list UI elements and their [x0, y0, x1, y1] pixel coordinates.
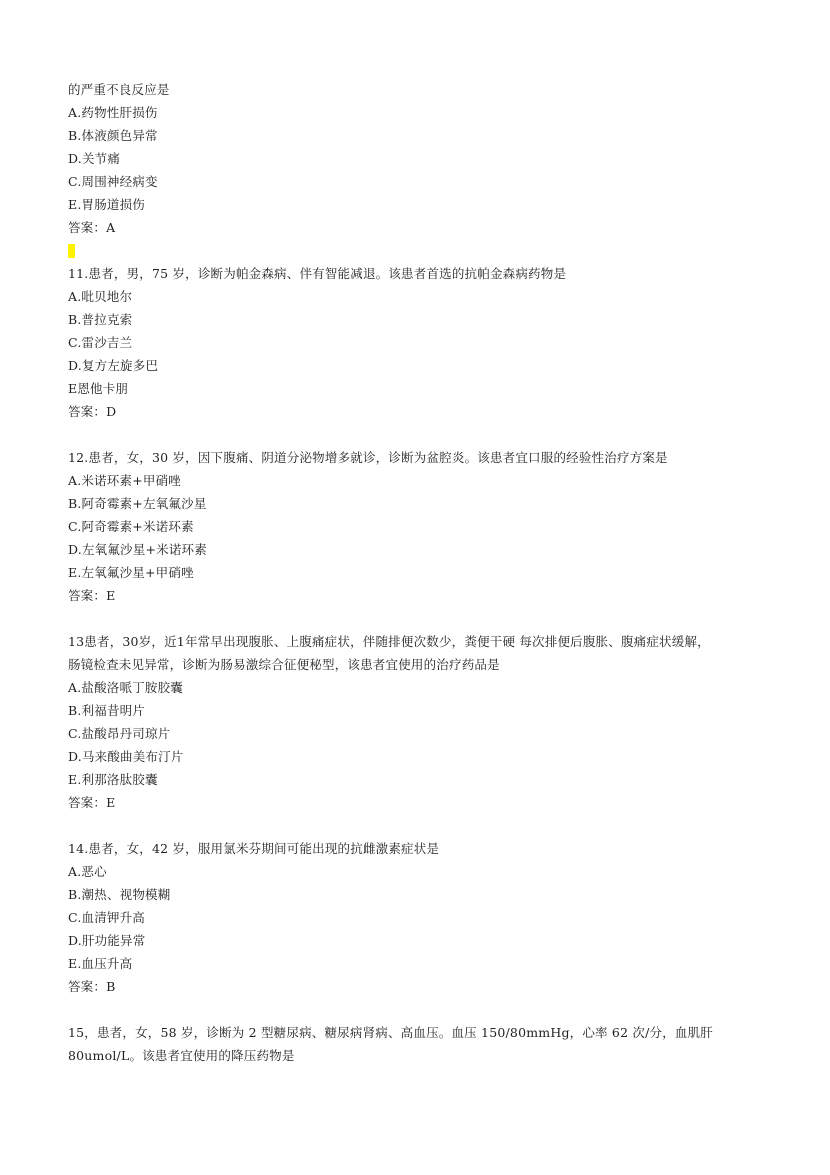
- option-a: A.米诺环素+甲硝唑: [68, 473, 181, 488]
- option-a: A.吡贝地尔: [68, 289, 133, 304]
- option-d: D.复方左旋多巴: [68, 358, 159, 373]
- option-c: C.盐酸昂丹司琼片: [68, 726, 171, 741]
- answer: 答案：E: [68, 795, 116, 810]
- option-e: E.血压升高: [68, 956, 133, 971]
- question-15-stem-line-1: 15，患者，女，58 岁，诊断为 2 型糖尿病、糖尿病肾病、高血压。血压 150/80mmHg，心率 62 次/分，血肌肝: [68, 1025, 714, 1040]
- option-c: C.阿奇霉素+米诺环素: [68, 519, 194, 534]
- option-e: E恩他卡朋: [68, 381, 129, 396]
- option-b: B.利福昔明片: [68, 703, 146, 718]
- spacer: [68, 607, 768, 630]
- question-12-stem: 12.患者，女，30 岁，因下腹痛、阴道分泌物增多就诊，诊断为盆腔炎。该患者宜口服的经验性治疗方案是: [68, 450, 668, 465]
- option-e: E.利那洛肽胶囊: [68, 772, 158, 787]
- option-b: B.普拉克索: [68, 312, 133, 327]
- option-a: A.盐酸洛哌丁胺胶囊: [68, 680, 184, 695]
- option-a: A.药物性肝损伤: [68, 105, 158, 120]
- highlight-marker-row: [68, 239, 768, 262]
- option-b: B.体液颜色异常: [68, 128, 158, 143]
- option-c: C.周围神经病变: [68, 174, 158, 189]
- option-d: D.肝功能异常: [68, 933, 146, 948]
- question-15-stem-line-2: 80umol/L。该患者宜使用的降压药物是: [68, 1048, 295, 1063]
- option-e: E.胃肠道损伤: [68, 197, 145, 212]
- spacer: [68, 423, 768, 446]
- option-e: E.左氧氟沙星+甲硝唑: [68, 565, 194, 580]
- option-d: D.关节痛: [68, 151, 121, 166]
- option-b: B.潮热、视物模糊: [68, 887, 171, 902]
- option-b: B.阿奇霉素+左氧氟沙星: [68, 496, 207, 511]
- document-page: [68, 78, 768, 1067]
- yellow-highlight-marker: [68, 244, 75, 258]
- answer: 答案：E: [68, 588, 116, 603]
- answer: 答案：A: [68, 220, 116, 235]
- option-c: C.血清钾升高: [68, 910, 145, 925]
- option-d: D.马来酸曲美布汀片: [68, 749, 184, 764]
- question-11-stem: 11.患者，男，75 岁，诊断为帕金森病、伴有智能减退。该患者首选的抗帕金森病药物是: [68, 266, 567, 281]
- answer: 答案：B: [68, 979, 116, 994]
- spacer: [68, 998, 768, 1021]
- option-d: D.左氧氟沙星+米诺环素: [68, 542, 207, 557]
- question-14-stem: 14.患者，女，42 岁，服用氯米芬期间可能出现的抗雌激素症状是: [68, 841, 440, 856]
- spacer: [68, 814, 768, 837]
- option-a: A.恶心: [68, 864, 107, 879]
- option-c: C.雷沙吉兰: [68, 335, 133, 350]
- question-13-stem-line-1: 13患者，30岁，近1年常早出现腹胀、上腹痛症状，伴随排便次数少，粪便干硬 每次排便后腹胀、腹痛症状缓解，: [68, 634, 710, 649]
- answer: 答案：D: [68, 404, 117, 419]
- question-stem: 的严重不良反应是: [68, 82, 170, 97]
- question-13-stem-line-2: 肠镜检查未见异常，诊断为肠易激综合征便秘型，该患者宜使用的治疗药品是: [68, 657, 500, 672]
